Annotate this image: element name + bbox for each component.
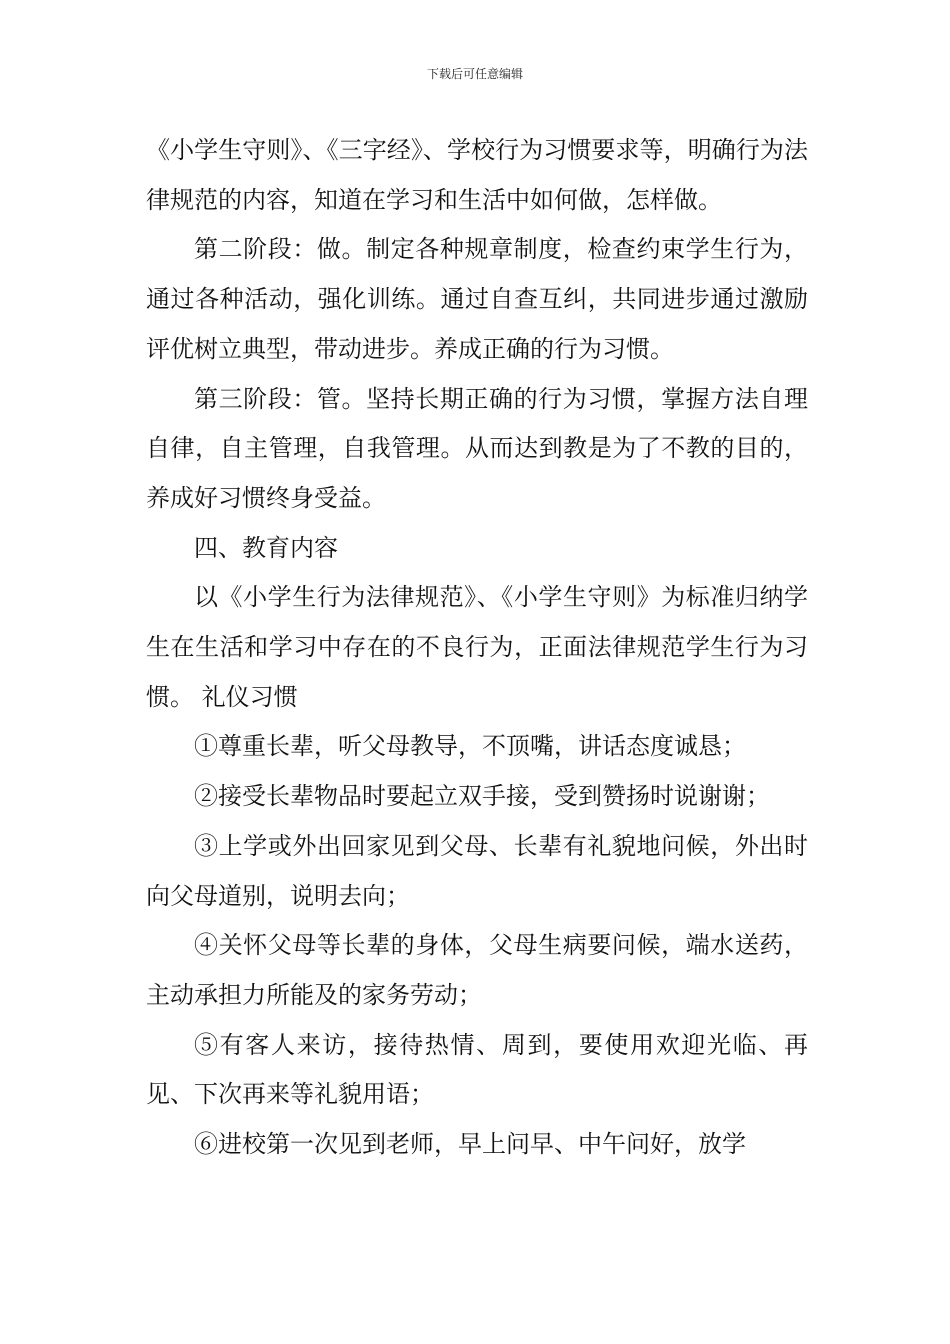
paragraph-education-standard: 以《小学生行为法律规范》、《小学生守则》为标准归纳学生在生活和学习中存在的不良行为，正面法律规范学生行为习惯。 礼仪习惯: [146, 583, 808, 711]
page-header-note: 下载后可任意编辑: [426, 67, 523, 81]
paragraph-intro-continuation: 《小学生守则》、《三字经》、学校行为习惯要求等，明确行为法律规范的内容，知道在学习和生活中如何做，怎样做。: [146, 136, 808, 214]
list-item-6: ⑥进校第一次见到老师，早上问早、中午问好，放学: [194, 1130, 746, 1159]
list-item-4: ④关怀父母等长辈的身体，父母生病要问候，端水送药，主动承担力所能及的家务劳动；: [146, 931, 808, 1009]
list-item-2: ②接受长辈物品时要起立双手接，受到赞扬时说谢谢；: [194, 782, 770, 811]
list-item-3: ③上学或外出回家见到父母、长辈有礼貌地问候，外出时向父母道别，说明去向；: [146, 831, 808, 910]
paragraph-stage-three: 第三阶段：管。坚持长期正确的行为习惯，掌握方法自理自律，自主管理，自我管理。从而达到教是为了不教的目的，养成好习惯终身受益。: [146, 384, 808, 512]
paragraph-stage-two: 第二阶段：做。制定各种规章制度，检查约束学生行为，通过各种活动，强化训练。通过自查互纠，共同进步通过激励评优树立典型，带动进步。养成正确的行为习惯。: [146, 235, 808, 363]
document-body: [146, 126, 808, 1170]
section-heading-education-content: 四、教育内容: [194, 533, 338, 562]
list-item-5: ⑤有客人来访，接待热情、周到，要使用欢迎光临、再见、下次再来等礼貌用语；: [146, 1030, 808, 1109]
list-item-1: ①尊重长辈，听父母教导，不顶嘴，讲话态度诚恳；: [194, 732, 746, 761]
